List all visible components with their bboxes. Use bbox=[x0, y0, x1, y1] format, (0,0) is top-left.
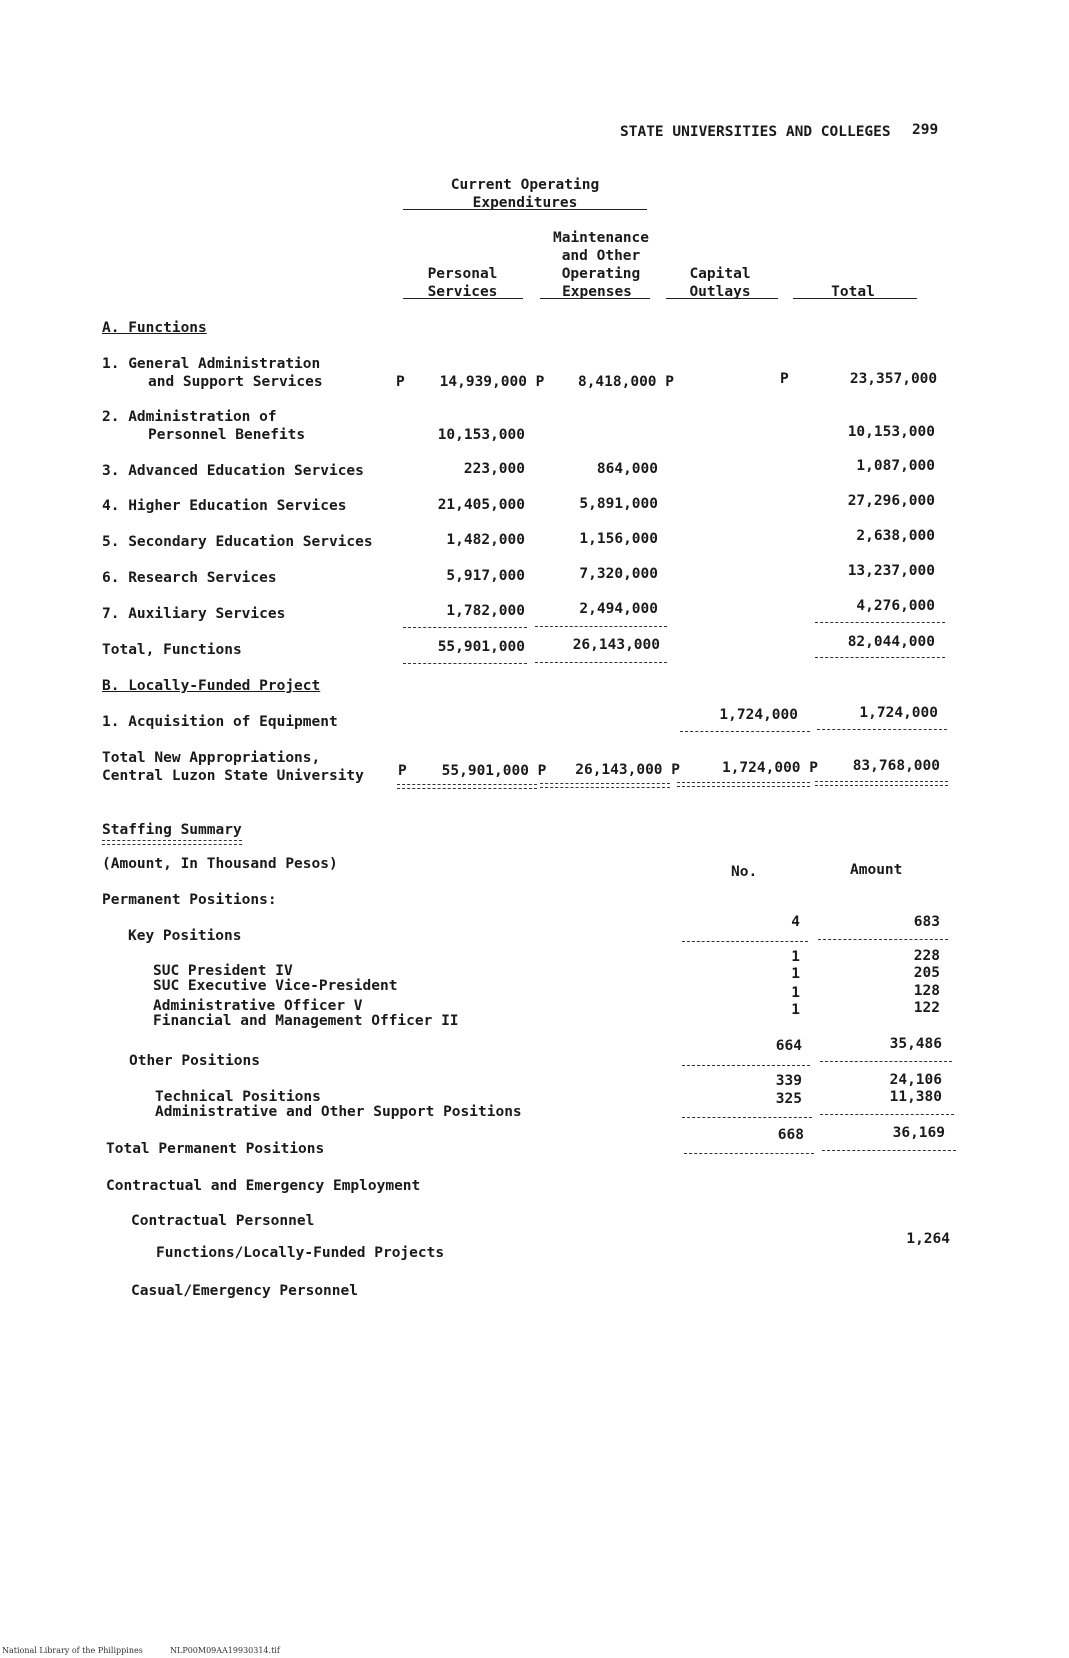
col-mooe-1: Maintenance bbox=[552, 230, 650, 246]
row-label: 7. Auxiliary Services bbox=[102, 606, 286, 622]
row-label: 6. Research Services bbox=[102, 570, 277, 586]
row-personal: 21,405,000 bbox=[437, 497, 525, 513]
page-header-title: STATE UNIVERSITIES AND COLLEGES bbox=[620, 124, 891, 140]
contractual-personnel-label: Contractual Personnel bbox=[131, 1213, 315, 1229]
col-mooe-4: Expenses bbox=[562, 284, 632, 300]
footer-library: National Library of the Philippines bbox=[2, 1646, 143, 1655]
key-positions-label: Key Positions bbox=[128, 928, 242, 944]
position-label: Administrative and Other Support Positions bbox=[155, 1104, 522, 1120]
position-amount: 128 bbox=[913, 983, 940, 999]
other-positions-label: Other Positions bbox=[129, 1053, 260, 1069]
position-label: Administrative Officer V bbox=[153, 998, 363, 1014]
row-label: 2. Administration of bbox=[102, 409, 277, 425]
position-amount: 228 bbox=[913, 948, 940, 964]
position-amount: 122 bbox=[913, 1000, 940, 1016]
section-a-title: A. Functions bbox=[102, 320, 207, 336]
coe-group-heading-2: Expenditures bbox=[472, 195, 578, 211]
row-total: P 23,357,000 bbox=[780, 371, 938, 387]
total-total: 82,044,000 bbox=[847, 634, 935, 650]
row-mooe: 8,418,000 P bbox=[577, 374, 674, 390]
col-amount-heading: Amount bbox=[850, 862, 903, 878]
grand-total-label: Total New Appropriations, bbox=[102, 750, 321, 766]
row-personal: 1,782,000 bbox=[446, 603, 525, 619]
row-label: 1. Acquisition of Equipment bbox=[102, 714, 338, 730]
row-mooe: 5,891,000 bbox=[579, 496, 658, 512]
row-personal: 223,000 bbox=[463, 461, 525, 477]
position-label: SUC Executive Vice-President bbox=[153, 978, 398, 994]
position-label: Financial and Management Officer II bbox=[153, 1013, 459, 1029]
position-no: 1 bbox=[791, 985, 800, 1001]
row-label: 3. Advanced Education Services bbox=[102, 463, 364, 479]
row-personal: 10,153,000 bbox=[437, 427, 525, 443]
row-mooe: 2,494,000 bbox=[579, 601, 658, 617]
row-total: 1,087,000 bbox=[856, 458, 935, 474]
position-no: 1 bbox=[791, 1002, 800, 1018]
row-label-cont: Personnel Benefits bbox=[148, 427, 306, 443]
position-no: 1 bbox=[791, 949, 800, 965]
row-total: 27,296,000 bbox=[847, 493, 935, 509]
position-no: 325 bbox=[775, 1091, 802, 1107]
total-permanent-label: Total Permanent Positions bbox=[106, 1141, 325, 1157]
row-total: 10,153,000 bbox=[847, 424, 935, 440]
grand-total-capital: 1,724,000 P bbox=[721, 760, 818, 776]
total-personal: 55,901,000 bbox=[437, 639, 525, 655]
row-personal: 1,482,000 bbox=[446, 532, 525, 548]
grand-total-mooe: 26,143,000 P bbox=[575, 762, 680, 778]
position-no: 339 bbox=[775, 1073, 802, 1089]
other-positions-amount: 35,486 bbox=[889, 1036, 942, 1052]
col-total: Total bbox=[831, 284, 875, 300]
row-mooe: 864,000 bbox=[596, 461, 658, 477]
position-amount: 24,106 bbox=[889, 1072, 942, 1088]
row-total: 13,237,000 bbox=[847, 563, 935, 579]
section-b-title: B. Locally-Funded Project bbox=[102, 678, 321, 694]
row-total: 4,276,000 bbox=[856, 598, 935, 614]
col-personal-2: Services bbox=[427, 284, 498, 300]
row-label: 1. General Administration bbox=[102, 356, 321, 372]
casual-emergency-label: Casual/Emergency Personnel bbox=[131, 1283, 358, 1299]
row-personal: 5,917,000 bbox=[446, 568, 525, 584]
row-total: 2,638,000 bbox=[856, 528, 935, 544]
position-no: 1 bbox=[791, 966, 800, 982]
grand-total-total: 83,768,000 bbox=[852, 758, 940, 774]
col-mooe-2: and Other bbox=[561, 248, 641, 264]
total-permanent-amount: 36,169 bbox=[892, 1125, 945, 1141]
row-personal: P 14,939,000 P bbox=[396, 374, 545, 390]
row-label: 4. Higher Education Services bbox=[102, 498, 347, 514]
position-amount: 11,380 bbox=[889, 1089, 942, 1105]
key-positions-no: 4 bbox=[791, 914, 800, 930]
row-label-cont: and Support Services bbox=[148, 374, 323, 390]
col-capital-2: Outlays bbox=[689, 284, 751, 300]
row-capital: 1,724,000 bbox=[719, 707, 798, 723]
total-mooe: 26,143,000 bbox=[572, 637, 660, 653]
page-number: 299 bbox=[912, 122, 939, 138]
permanent-positions-label: Permanent Positions: bbox=[102, 892, 277, 908]
grand-total-personal: P 55,901,000 P bbox=[398, 763, 547, 779]
grand-total-label-2: Central Luzon State University bbox=[102, 768, 364, 784]
functions-projects-label: Functions/Locally-Funded Projects bbox=[156, 1245, 445, 1261]
col-no-heading: No. bbox=[731, 864, 758, 880]
row-label: 5. Secondary Education Services bbox=[102, 534, 373, 550]
footer-file: NLP00M09AA19930314.tif bbox=[170, 1646, 280, 1655]
coe-group-heading: Current Operating bbox=[450, 177, 600, 193]
other-positions-no: 664 bbox=[775, 1038, 802, 1054]
contractual-emergency-label: Contractual and Emergency Employment bbox=[106, 1178, 421, 1194]
key-positions-amount: 683 bbox=[913, 914, 940, 930]
row-mooe: 7,320,000 bbox=[579, 566, 658, 582]
row-mooe: 1,156,000 bbox=[579, 531, 658, 547]
position-label: SUC President IV bbox=[153, 963, 293, 979]
functions-projects-amount: 1,264 bbox=[906, 1231, 950, 1247]
col-personal-1: Personal bbox=[427, 266, 498, 282]
position-label: Technical Positions bbox=[155, 1089, 321, 1105]
staffing-subtitle: (Amount, In Thousand Pesos) bbox=[102, 856, 338, 872]
staffing-title: Staffing Summary bbox=[102, 822, 242, 838]
total-permanent-no: 668 bbox=[777, 1127, 804, 1143]
col-capital-1: Capital bbox=[689, 266, 751, 282]
row-total: 1,724,000 bbox=[859, 705, 938, 721]
position-amount: 205 bbox=[913, 965, 940, 981]
total-functions-label: Total, Functions bbox=[102, 642, 242, 658]
col-mooe-3: Operating bbox=[561, 266, 641, 282]
